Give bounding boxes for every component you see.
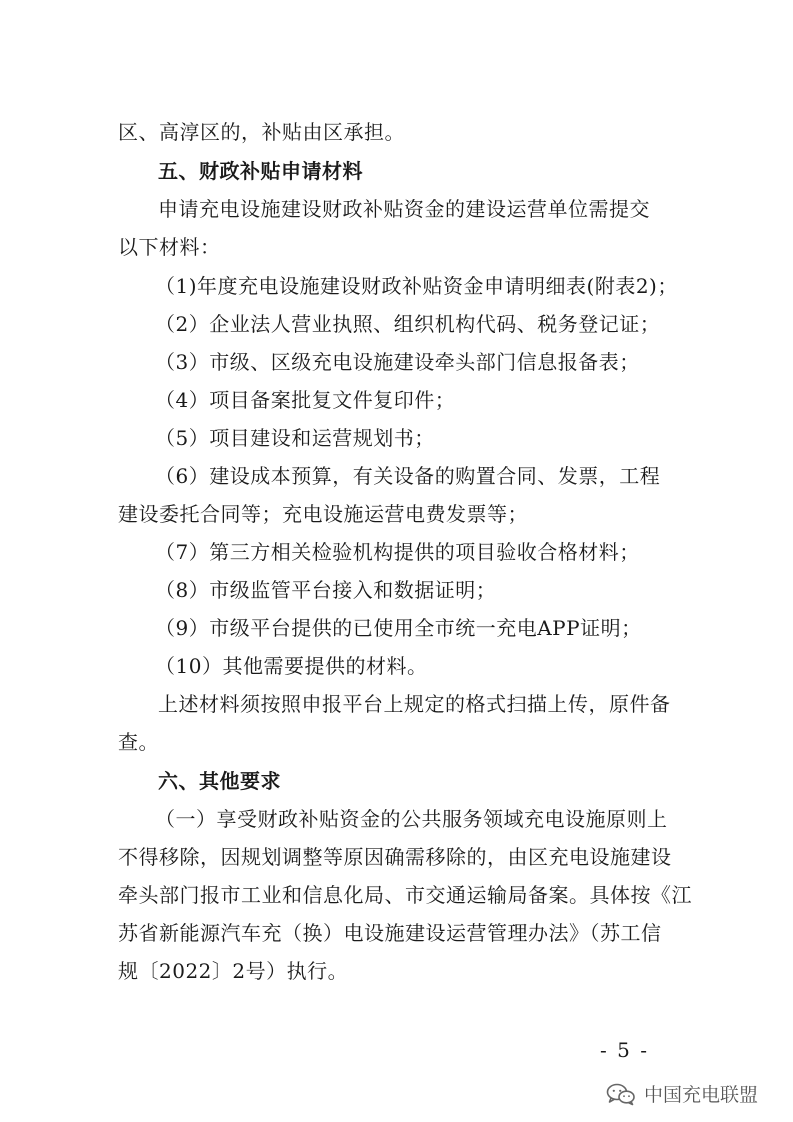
list-item: （10）其他需要提供的材料。 [155, 654, 428, 678]
section-heading: 六、其他要求 [158, 769, 281, 793]
body-text-line: 规〔2022〕2号）执行。 [118, 959, 349, 983]
section-heading: 五、财政补贴申请材料 [158, 159, 363, 183]
watermark [606, 1080, 758, 1107]
body-text-line: （一）享受财政补贴资金的公共服务领域充电设施原则上 [155, 807, 668, 831]
list-item: （9）市级平台提供的已使用全市统一充电APP证明； [155, 616, 642, 640]
watermark-text: 中国充电联盟 [644, 1084, 759, 1106]
wechat-icon [606, 1082, 636, 1106]
list-item: （8）市级监管平台接入和数据证明； [155, 578, 497, 602]
list-item-continuation: 建设委托合同等；充电设施运营电费发票等； [118, 502, 528, 526]
body-text-line: 申请充电设施建设财政补贴资金的建设运营单位需提交 [158, 197, 650, 221]
list-item: （1)年度充电设施建设财政补贴资金申请明细表(附表2)； [155, 274, 678, 298]
body-text-line: 上述材料须按照申报平台上规定的格式扫描上传，原件备 [158, 692, 671, 716]
body-text-line: 区、高淳区的，补贴由区承担。 [118, 120, 405, 144]
body-text-line: 以下材料： [118, 235, 221, 259]
list-item: （6）建设成本预算，有关设备的购置合同、发票，工程 [155, 464, 661, 488]
list-item: （2）企业法人营业执照、组织机构代码、税务登记证； [155, 312, 661, 336]
list-item: （3）市级、区级充电设施建设牵头部门信息报备表； [155, 350, 640, 374]
list-item: （5）项目建设和运营规划书； [155, 426, 435, 450]
body-text-line: 不得移除，因规划调整等原因确需移除的，由区充电设施建设 [118, 845, 672, 869]
body-text-line: 查。 [118, 730, 159, 754]
list-item: （4）项目备案批复文件复印件； [155, 388, 456, 412]
body-text-line: 牵头部门报市工业和信息化局、市交通运输局备案。具体按《江 [118, 883, 692, 907]
page-number: - 5 - [600, 1038, 649, 1062]
list-item: （7）第三方相关检验机构提供的项目验收合格材料； [155, 540, 640, 564]
body-text-line: 苏省新能源汽车充（换）电设施建设运营管理办法》（苏工信 [118, 921, 662, 945]
